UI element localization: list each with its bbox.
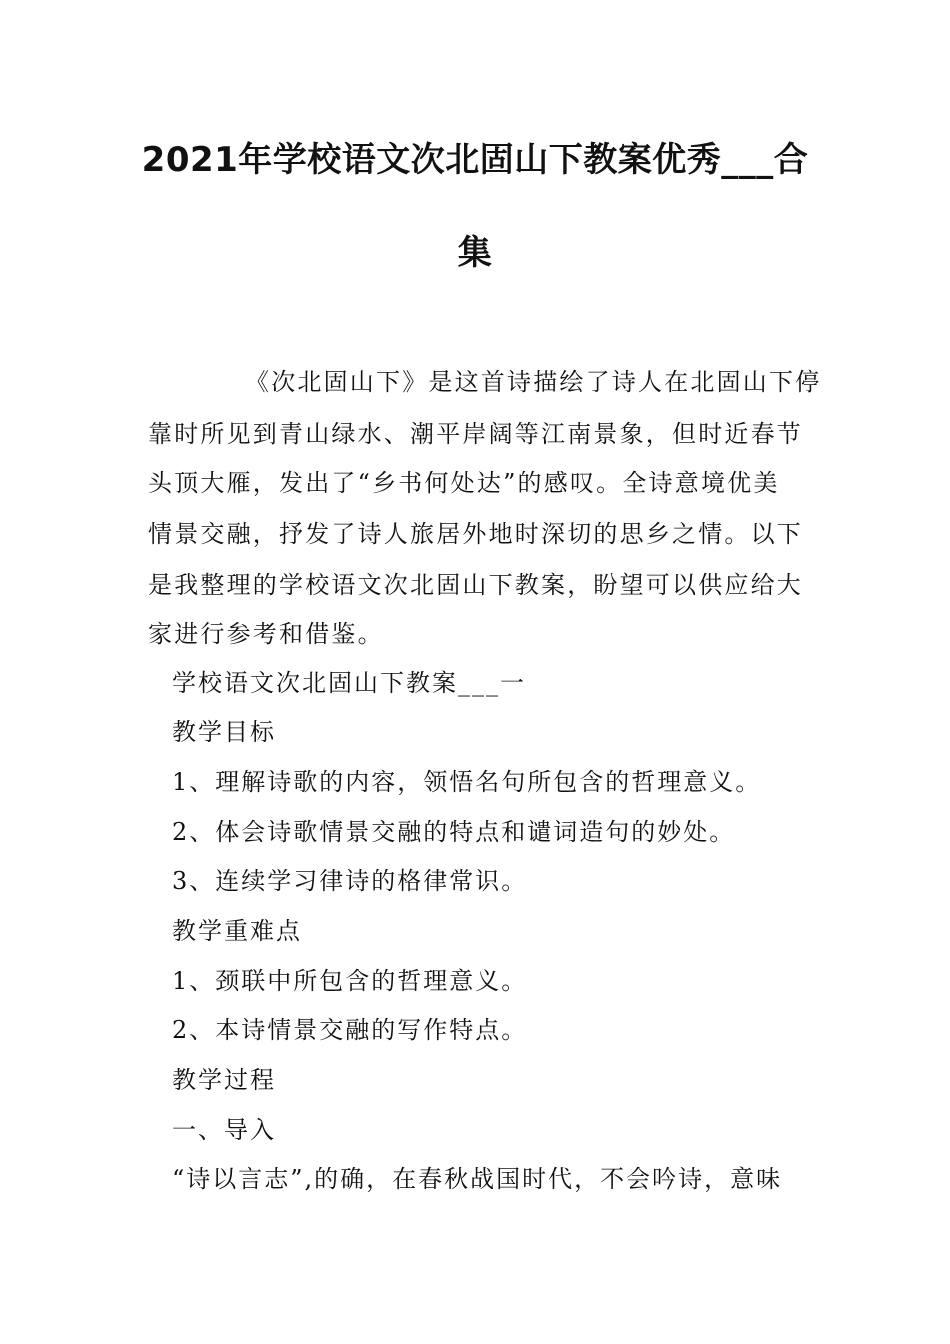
objective-item: 3、连续学习律诗的格律常识。	[172, 867, 528, 895]
document-title-line-1: 2021年学校语文次北固山下教案优秀___合	[141, 140, 809, 180]
intro-paragraph-line: 是我整理的学校语文次北固山下教案，盼望可以供应给大	[148, 571, 803, 599]
objectives-heading: 教学目标	[172, 718, 276, 746]
key-points-heading: 教学重难点	[172, 917, 302, 945]
key-point-item: 1、颈联中所包含的哲理意义。	[172, 967, 528, 995]
step-heading: 一、导入	[172, 1116, 276, 1144]
key-point-item: 2、本诗情景交融的写作特点。	[172, 1016, 528, 1044]
intro-paragraph-line: 《次北固山下》是这首诗描绘了诗人在北固山下停	[245, 368, 822, 396]
section-heading: 学校语文次北固山下教案___一	[172, 669, 526, 697]
process-heading: 教学过程	[172, 1066, 276, 1094]
intro-paragraph-line: 家进行参考和借鉴。	[148, 620, 384, 648]
paragraph-line: “诗以言志”,的确，在春秋战国时代，不会吟诗，意味	[172, 1165, 783, 1193]
objective-item: 2、体会诗歌情景交融的特点和谴词造句的妙处。	[172, 818, 736, 846]
intro-paragraph-line: 情景交融，抒发了诗人旅居外地时深切的思乡之情。以下	[148, 520, 803, 548]
objective-item: 1、理解诗歌的内容，领悟名句所包含的哲理意义。	[172, 768, 762, 796]
document-title-line-2: 集	[457, 233, 493, 273]
intro-paragraph-line: 头顶大雁，发出了“乡书何处达”的感叹。全诗意境优美	[148, 469, 780, 497]
intro-paragraph-line: 靠时所见到青山绿水、潮平岸阔等江南景象，但时近春节	[148, 420, 803, 448]
